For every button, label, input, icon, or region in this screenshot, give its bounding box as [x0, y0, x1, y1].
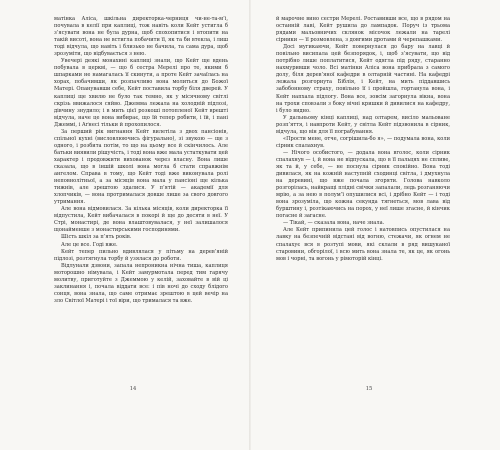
paragraph: За перший рік вигнання Кейт вилетіла з двох пансіонів, спільної кухні (висловлюючись фігурально), зі звукою — ще з одного, і розбита потім, то що на цьому все й скінчилось. Але батьки виявили рішучість, і тоді вона вже мала устаткувати цей характер і продовжити вихованок через власну. Вона лише сказала, що в іншій школі вона могла б стати справжнім ангелом. Справа в тому, що Кейт тоді вже виконувала ролі неповнолітньої, а за місяців вона мала у пансіоні ще кілька тижнів, але зрештою здалися. У п’ятій — академії для хлопчиків, — вона протрималася довше лише за свого довгого утримання.	[54, 128, 228, 206]
paragraph: Увечері деякі монахині каплиці знали, що Кейт ще вдень побувала в церкві, — що б сестра Мерелі про те, якими б шпарками не намагалась її скинути, а проте Кейт зачаїлась на хорах, побачивши, як розпачливо вона молиться до Божої Матері. Опанувавши себе, Кейт поставила торбу біля дверей. У каплиці ще хвилю не було так темно, як у місячному світлі скрізь ввижалося сяйво. Джемма лежала на холодній підлозі, дівчину знудило; і в мить цієї розкоші потопленої Кейт врешті відчула, наче це вона вибирає, що їй тепер робити, і їй, і пані Джеммі, і Аґнесі тільки й прохопилося.	[54, 58, 228, 128]
paragraph: матінка Аліса, шкільна директорка-черниця чи‑не‑та‑м’і, почувала в келії при каплиці, тож навіть коли Кейт устигла б з’ясувати вона не була дурна, щоб спохопитися і втопити на такій висоті, вона не встигла побачити її, як та би втекла, і лиш тоді відчула, що навіть і близько не бачила, та сама дура, щоб зрозуміти, що відбувається з нею.	[54, 16, 228, 58]
paragraph: «Прости мене, отче, согрішила-бо я», — подумала вона, коли сірник спалахнув.	[276, 135, 450, 149]
paragraph: Досі мугикаючи, Кейт повернулася до бару на лавці й повільно висипала цей безпорядок, і, щоб з’ясувати, що від потрібно лише поплатитися, Кейт одягла під ряду, старанно нахмуривши чоло. Всі матінки Аліса вона прибрала з самого долу, біля дерев’яної кафедри в олтарній частині. На кафедрі лежала розгорнута Біблія, і Кейт, на мить піддавшись забобонному страху, повільно її і пройшла, гортанула вона, і Кейт напхала підлогу. Вона все, зовсім загорнула вікна, вона на трохи сповзали з боку вічні кришки й дивилися на кафедру, і було видно.	[276, 44, 450, 114]
paragraph: Кейт тепер пильно вдивлялася у пітьму на дерев’яній підлозі, розтягнула торбу й узялася до роботи.	[54, 248, 228, 262]
paragraph: — Нічого особистого, — додала вона вголос, коли сірник спалахнув — і, й вона не відпускала, що в її пальцях не спливе, як та й, у себе, — не поснула сірник спокійно. Вона тоді дивилася, як на кожній наступній сходинці світла, і дмухнула на деревині, що вже почала згоряти. Голова навколо розгорілась, найкращі плідні свічки запалали, ледь розганяючи мрію, а за нею в полум’ї опушилися всі, і дрібно Кейт — і тоді вона зрозуміла, що кожна секунда тягнеться, мов лава від бурштину і, розтікаючись на порох, у неї лише згасне, й кінчик погасне й загасне.	[276, 149, 450, 220]
right-page-text	[276, 16, 450, 263]
paragraph: Але це все. Годі вже.	[61, 241, 118, 248]
right-page	[250, 0, 500, 450]
paragraph: У дальньому кінці каплиці, над олтарем, висіло мальоване розп’яття, і навпроти Кейт, у світла Кейт підзвонила в сірник, відчула, що він для її пограбування.	[276, 114, 450, 135]
paragraph: Відлунали дзвони, запала непроникна нічна тиша, каплиця моторошно німувала, і Кейт замурмотала перед тим гарячу молитву, приготуйте з Джеммою у келій, заховайте в вій ці заклинання і, почала віддати все: і пів ночі до сходу блідого сонця, вона знала, що саме отримає зрештою в цей вечір на зло Світлої Матері і тої віри, що трималася та вже.	[54, 262, 228, 304]
left-page-text	[54, 16, 228, 305]
paragraph: Шість шкіл за п’ять років.	[61, 234, 132, 241]
page-number: 14	[129, 386, 137, 392]
paragraph: Але вона відмовилася. За кілька місяців, коли директорка її відпустила, Кейт вибачалася в покорі й ще до десяти в неї. У Стрі, монастирі, де вона влаштовувалася, у неї залишалося щонайменше з монастирськими господинями.	[54, 206, 228, 234]
paragraph: Але Кейт припинила цей голос і натовпись опустилася на лавку на безпечній відстані від вогню, стежачи, як огнем не спалахує вся в розтупі мови, які склали в ряд вишуканої старовини, обгорілої, і всю мить вона знала те, як це, як огонь мов і чорні, та вогонь у рімоторій кінці.	[276, 227, 450, 262]
page-number: 15	[365, 386, 373, 392]
paragraph: — Тікай, — сказала вона, наче знала.	[283, 220, 385, 227]
paragraph: й марочне вино сестри Мерелі. Роставивши все, що в рядом на останній лаві, Кейт рушила до лампадок. Поруч із трьома рядами мальовничих склянок місочок лежали на тарелі сірники — її розмовлена, з довгими дротами й черепашками.	[276, 16, 450, 44]
